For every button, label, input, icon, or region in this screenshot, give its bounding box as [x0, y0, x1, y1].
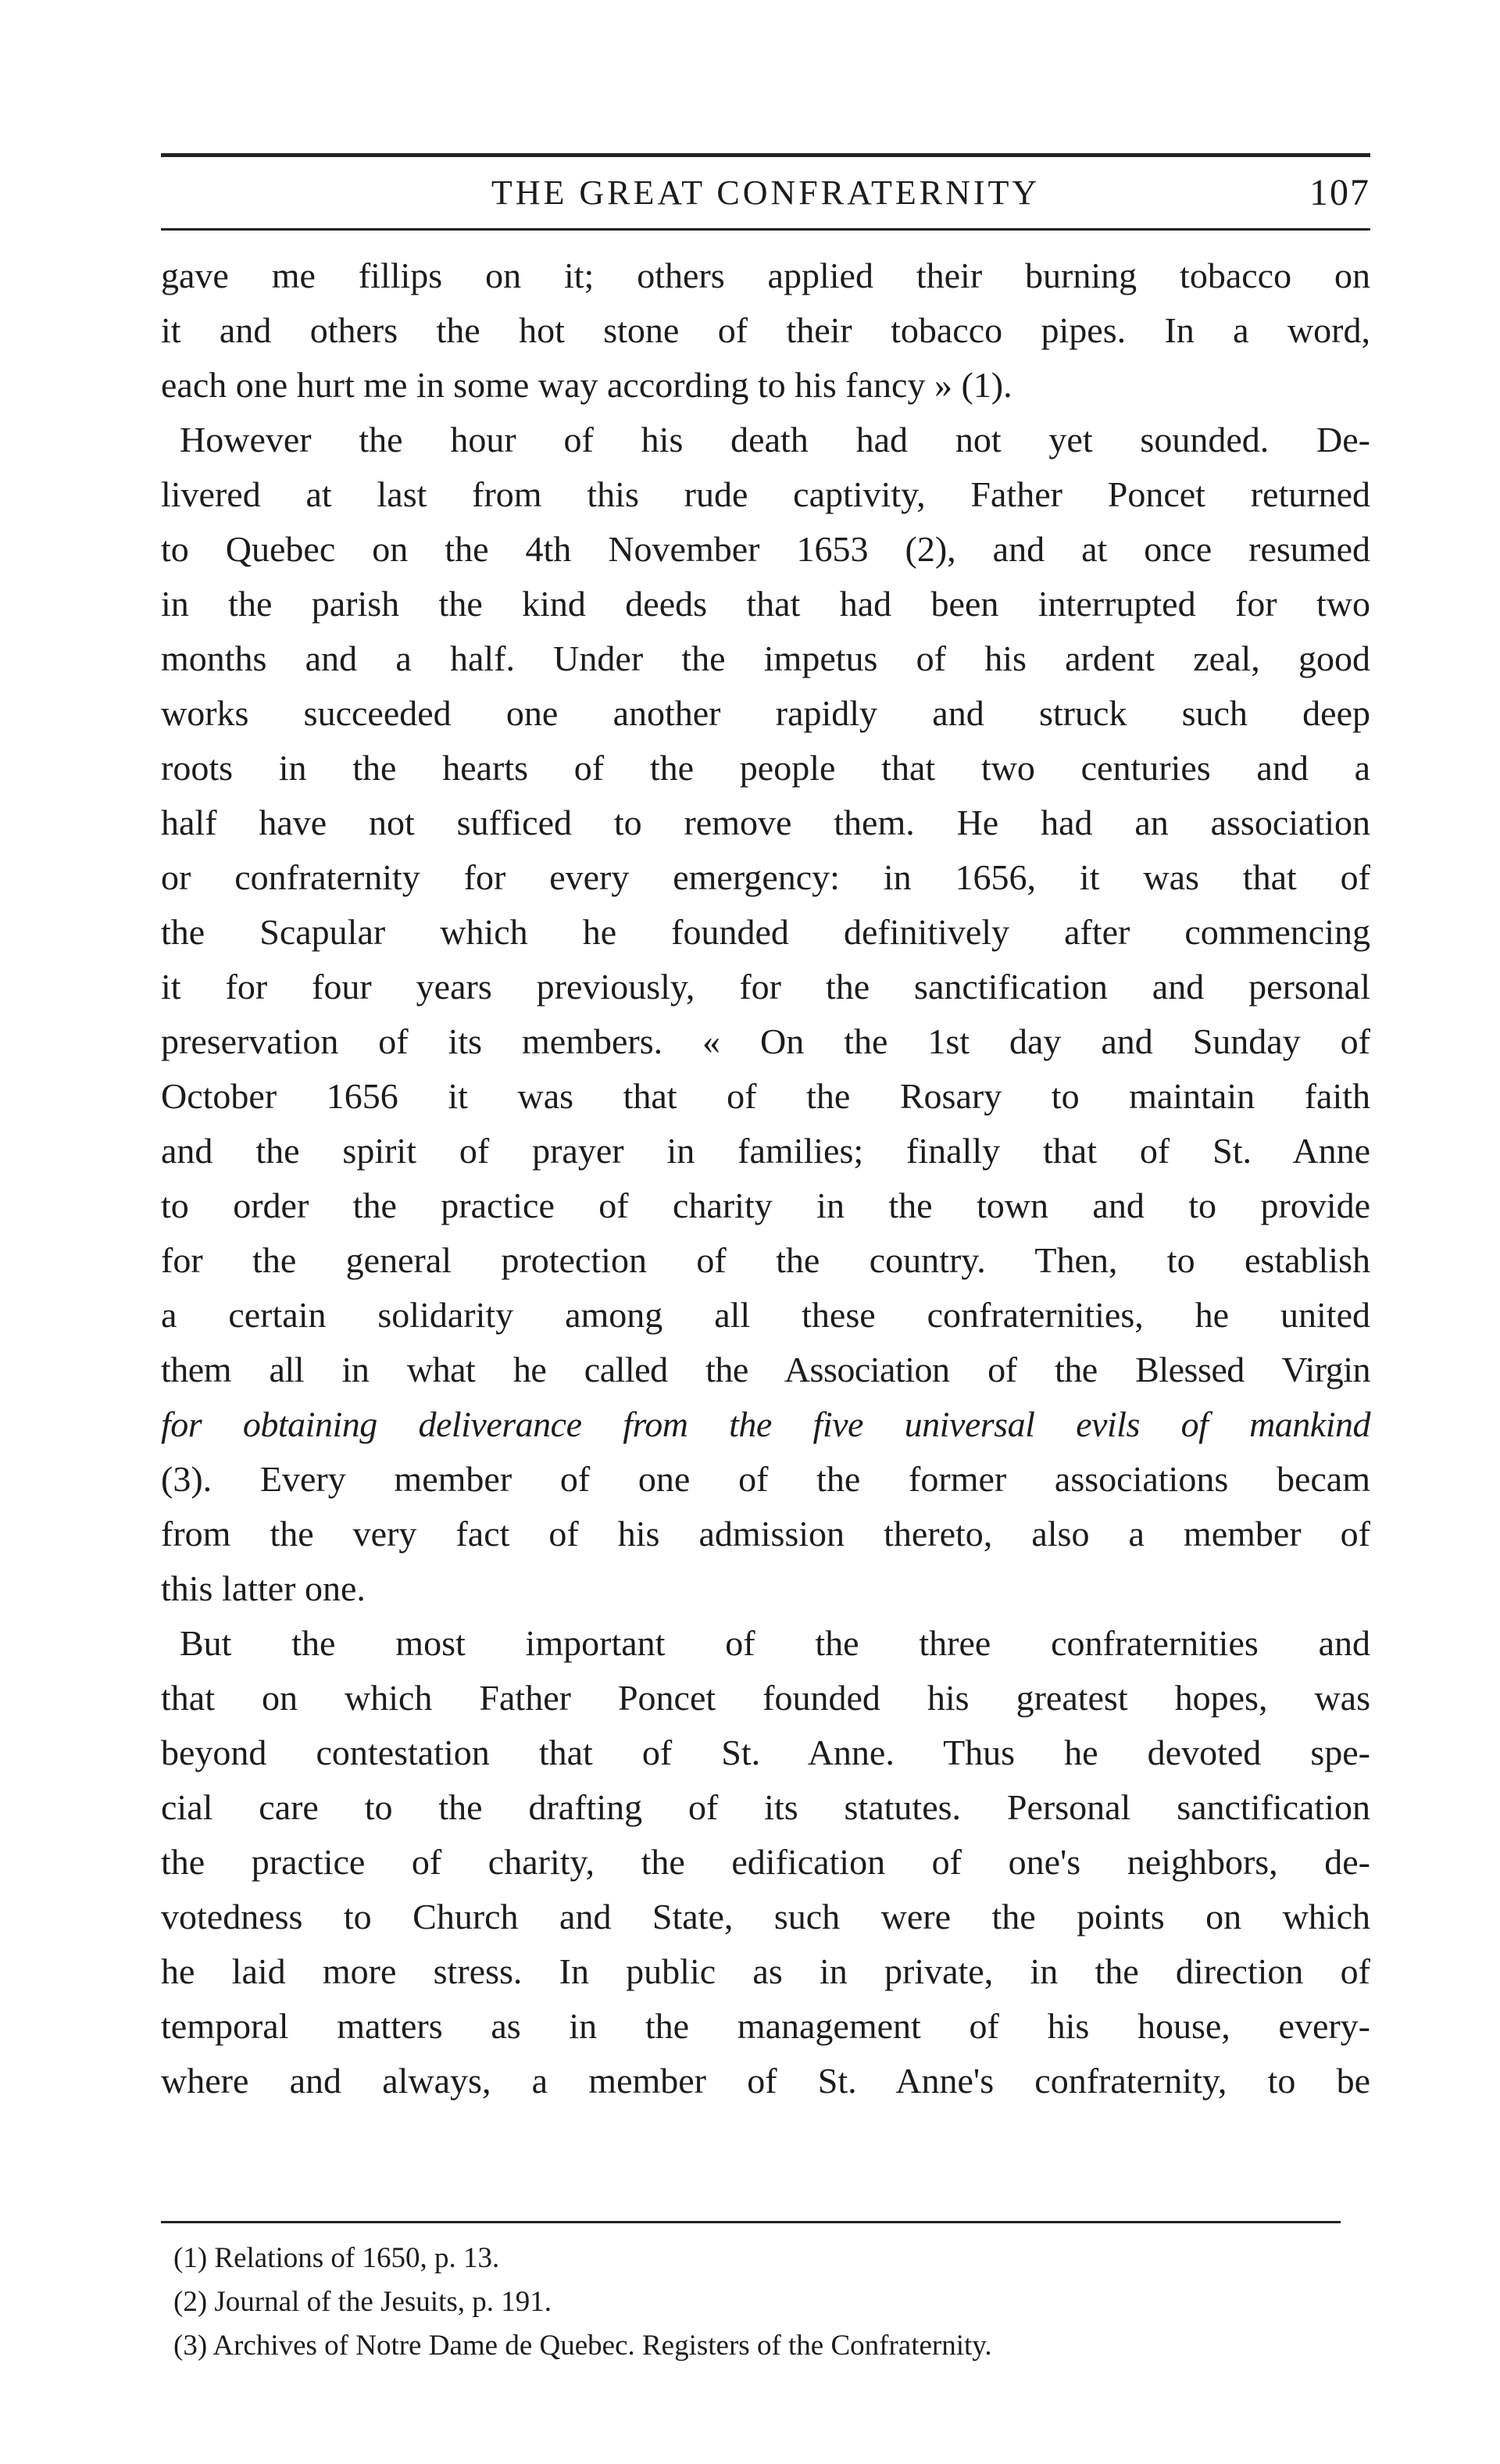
- running-title: THE GREAT CONFRATERNITY: [491, 173, 1041, 212]
- body-line: livered at last from this rude captivity, Father Poncet returned: [161, 474, 1370, 514]
- body-line: in the parish the kind deeds that had been interrupted for two: [161, 584, 1370, 624]
- body-line: beyond contestation that of St. Anne. Thus he devoted spe-: [161, 1733, 1370, 1772]
- body-line: the practice of charity, the edification of one's neighbors, de-: [161, 1842, 1370, 1882]
- header-bottom-rule: [161, 228, 1370, 231]
- body-line: to order the practice of charity in the town and to provide: [161, 1186, 1370, 1225]
- body-line: half have not sufficed to remove them. He had an association: [161, 803, 1370, 842]
- body-line-italic: for obtaining deliverance from the five universal evils of mankind: [161, 1404, 1370, 1444]
- body-line: it for four years previously, for the sanctification and personal: [161, 967, 1370, 1007]
- footnote-rule: [161, 2221, 1341, 2223]
- body-line: But the most important of the three confraternities and: [180, 1623, 1370, 1663]
- body-line: for the general protection of the country. Then, to establish: [161, 1240, 1370, 1280]
- footnotes: [173, 2237, 1345, 2368]
- page-header: [161, 166, 1370, 220]
- body-line: works succeeded one another rapidly and struck such deep: [161, 693, 1370, 733]
- body-line: that on which Father Poncet founded his greatest hopes, was: [161, 1678, 1370, 1718]
- body-line: where and always, a member of St. Anne's confraternity, to be: [161, 2061, 1370, 2101]
- body-line: October 1656 it was that of the Rosary to maintain faith: [161, 1076, 1370, 1116]
- body-line: the Scapular which he founded definitively after commencing: [161, 912, 1370, 952]
- body-line: a certain solidarity among all these confraternities, he united: [161, 1295, 1370, 1335]
- body-line: from the very fact of his admission thereto, also a member of: [161, 1514, 1370, 1554]
- body-line: it and others the hot stone of their tobacco pipes. In a word,: [161, 310, 1370, 350]
- body-line: each one hurt me in some way according to his fancy » (1).: [161, 365, 1012, 405]
- body-line: them all in what he called the Association of the Blessed Virgin: [161, 1350, 1370, 1389]
- header-top-rule: [161, 153, 1370, 157]
- body-line: roots in the hearts of the people that two centuries and a: [161, 748, 1370, 788]
- body-line: cial care to the drafting of its statutes. Personal sanctification: [161, 1787, 1370, 1827]
- body-line: months and a half. Under the impetus of his ardent zeal, good: [161, 638, 1370, 678]
- body-line: gave me fillips on it; others applied their burning tobacco on: [161, 256, 1370, 295]
- footnote-1: (1) Relations of 1650, p. 13.: [173, 2242, 500, 2274]
- body-line: this latter one.: [161, 1568, 366, 1608]
- body-text: [161, 249, 1370, 2108]
- body-line: or confraternity for every emergency: in 1656, it was that of: [161, 857, 1370, 897]
- footnote-3: (3) Archives of Notre Dame de Quebec. Registers of the Confraternity.: [173, 2330, 992, 2362]
- body-line: temporal matters as in the management of his house, every-: [161, 2006, 1370, 2046]
- body-line: votedness to Church and State, such were the points on which: [161, 1897, 1370, 1937]
- body-line: However the hour of his death had not yet sounded. De-: [180, 420, 1370, 460]
- body-line: to Quebec on the 4th November 1653 (2), and at once resumed: [161, 529, 1370, 569]
- footnote-2: (2) Journal of the Jesuits, p. 191.: [173, 2286, 552, 2318]
- body-line: (3). Every member of one of the former associations becam: [161, 1459, 1370, 1499]
- body-line: he laid more stress. In public as in private, in the direction of: [161, 1951, 1370, 1991]
- body-line: and the spirit of prayer in families; finally that of St. Anne: [161, 1131, 1370, 1171]
- page-number: 107: [1309, 172, 1370, 213]
- body-line: preservation of its members. « On the 1st day and Sunday of: [161, 1021, 1370, 1061]
